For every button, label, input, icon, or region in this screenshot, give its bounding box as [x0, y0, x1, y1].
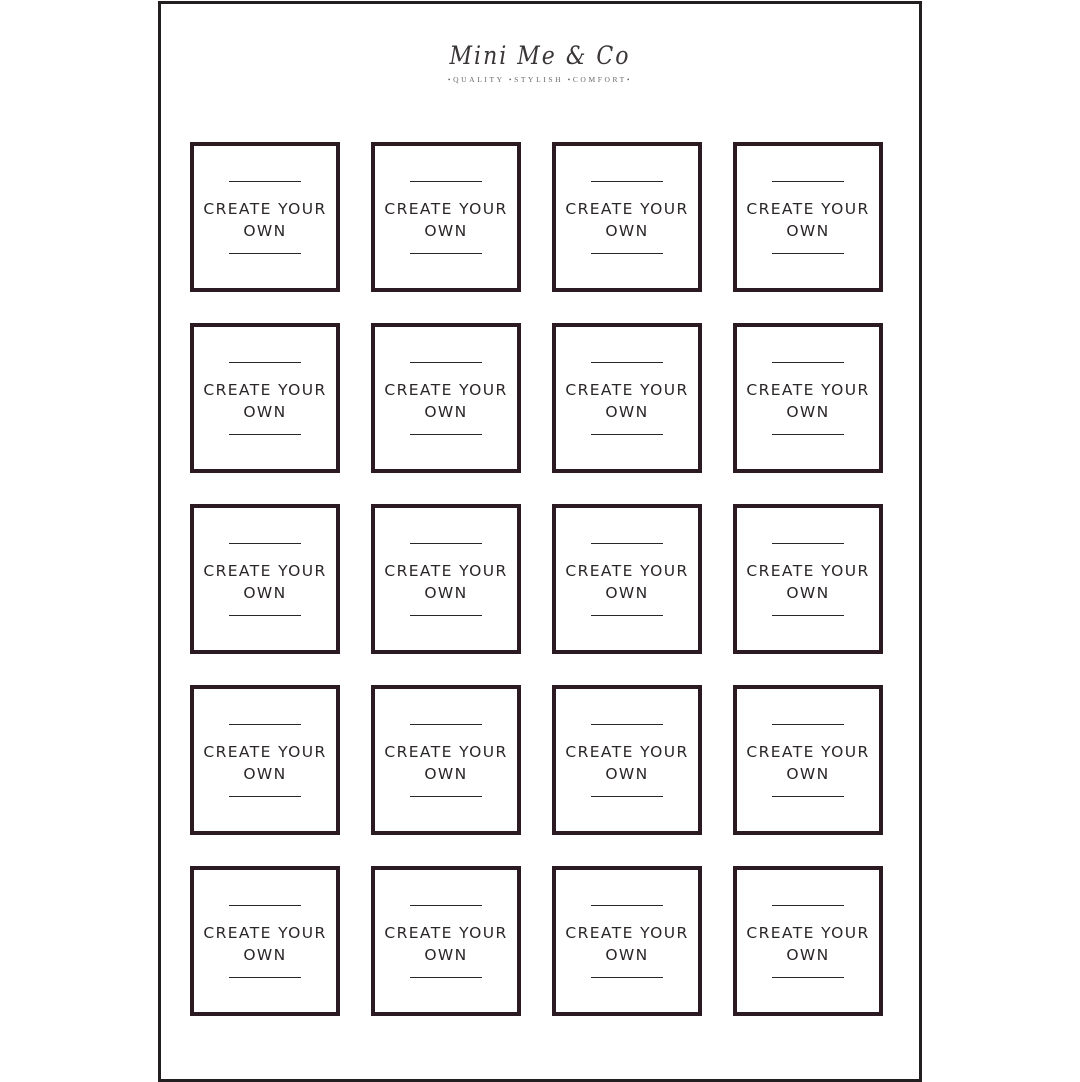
- bottom-divider: [410, 253, 482, 254]
- tile-label: CREATE YOUR OWN: [565, 200, 689, 240]
- bottom-divider: [410, 615, 482, 616]
- top-divider: [591, 724, 663, 725]
- top-divider: [229, 724, 301, 725]
- top-divider: [591, 905, 663, 906]
- bottom-divider: [229, 615, 301, 616]
- label-tile[interactable]: [190, 504, 340, 654]
- bottom-divider: [772, 253, 844, 254]
- tile-label: CREATE YOUR OWN: [565, 743, 689, 783]
- label-tile[interactable]: [552, 504, 702, 654]
- bottom-divider: [410, 434, 482, 435]
- label-tile[interactable]: [190, 866, 340, 1016]
- bottom-divider: [229, 977, 301, 978]
- bottom-divider: [591, 434, 663, 435]
- top-divider: [410, 905, 482, 906]
- tile-label: CREATE YOUR OWN: [384, 562, 508, 602]
- tile-label: CREATE YOUR OWN: [746, 562, 870, 602]
- brand-tagline: •QUALITY •STYLISH •COMFORT•: [447, 75, 633, 84]
- tile-label: CREATE YOUR OWN: [746, 381, 870, 421]
- top-divider: [772, 905, 844, 906]
- label-tile[interactable]: [371, 685, 521, 835]
- label-tile[interactable]: [371, 323, 521, 473]
- bottom-divider: [772, 977, 844, 978]
- label-tile[interactable]: [552, 142, 702, 292]
- label-grid: [190, 142, 883, 1016]
- label-tile[interactable]: [371, 504, 521, 654]
- label-tile[interactable]: [190, 323, 340, 473]
- top-divider: [591, 181, 663, 182]
- tile-label: CREATE YOUR OWN: [565, 924, 689, 964]
- bottom-divider: [591, 253, 663, 254]
- tile-label: CREATE YOUR OWN: [746, 743, 870, 783]
- bottom-divider: [772, 434, 844, 435]
- top-divider: [229, 543, 301, 544]
- tile-label: CREATE YOUR OWN: [384, 381, 508, 421]
- bottom-divider: [229, 253, 301, 254]
- tile-label: CREATE YOUR OWN: [746, 924, 870, 964]
- tile-label: CREATE YOUR OWN: [384, 200, 508, 240]
- label-tile[interactable]: [552, 866, 702, 1016]
- top-divider: [410, 362, 482, 363]
- tile-label: CREATE YOUR OWN: [203, 381, 327, 421]
- label-tile[interactable]: [733, 504, 883, 654]
- top-divider: [229, 905, 301, 906]
- top-divider: [772, 724, 844, 725]
- top-divider: [591, 543, 663, 544]
- bottom-divider: [410, 796, 482, 797]
- tile-label: CREATE YOUR OWN: [384, 924, 508, 964]
- label-tile[interactable]: [371, 142, 521, 292]
- label-sheet: [158, 1, 922, 1082]
- bottom-divider: [229, 796, 301, 797]
- tile-label: CREATE YOUR OWN: [203, 743, 327, 783]
- top-divider: [410, 543, 482, 544]
- bottom-divider: [591, 615, 663, 616]
- top-divider: [410, 724, 482, 725]
- top-divider: [772, 543, 844, 544]
- tile-label: CREATE YOUR OWN: [565, 381, 689, 421]
- tile-label: CREATE YOUR OWN: [203, 200, 327, 240]
- bottom-divider: [772, 615, 844, 616]
- bottom-divider: [772, 796, 844, 797]
- brand-logo: Mini Me & Co: [449, 42, 631, 71]
- label-tile[interactable]: [552, 685, 702, 835]
- top-divider: [229, 181, 301, 182]
- top-divider: [772, 181, 844, 182]
- bottom-divider: [229, 434, 301, 435]
- tile-label: CREATE YOUR OWN: [203, 924, 327, 964]
- bottom-divider: [591, 977, 663, 978]
- label-tile[interactable]: [733, 685, 883, 835]
- top-divider: [772, 362, 844, 363]
- top-divider: [410, 181, 482, 182]
- tile-label: CREATE YOUR OWN: [384, 743, 508, 783]
- label-tile[interactable]: [190, 685, 340, 835]
- label-tile[interactable]: [733, 142, 883, 292]
- label-tile[interactable]: [733, 323, 883, 473]
- label-tile[interactable]: [371, 866, 521, 1016]
- label-tile[interactable]: [552, 323, 702, 473]
- bottom-divider: [591, 796, 663, 797]
- tile-label: CREATE YOUR OWN: [746, 200, 870, 240]
- bottom-divider: [410, 977, 482, 978]
- label-tile[interactable]: [190, 142, 340, 292]
- label-tile[interactable]: [733, 866, 883, 1016]
- tile-label: CREATE YOUR OWN: [565, 562, 689, 602]
- tile-label: CREATE YOUR OWN: [203, 562, 327, 602]
- brand-header: [161, 44, 919, 84]
- top-divider: [229, 362, 301, 363]
- top-divider: [591, 362, 663, 363]
